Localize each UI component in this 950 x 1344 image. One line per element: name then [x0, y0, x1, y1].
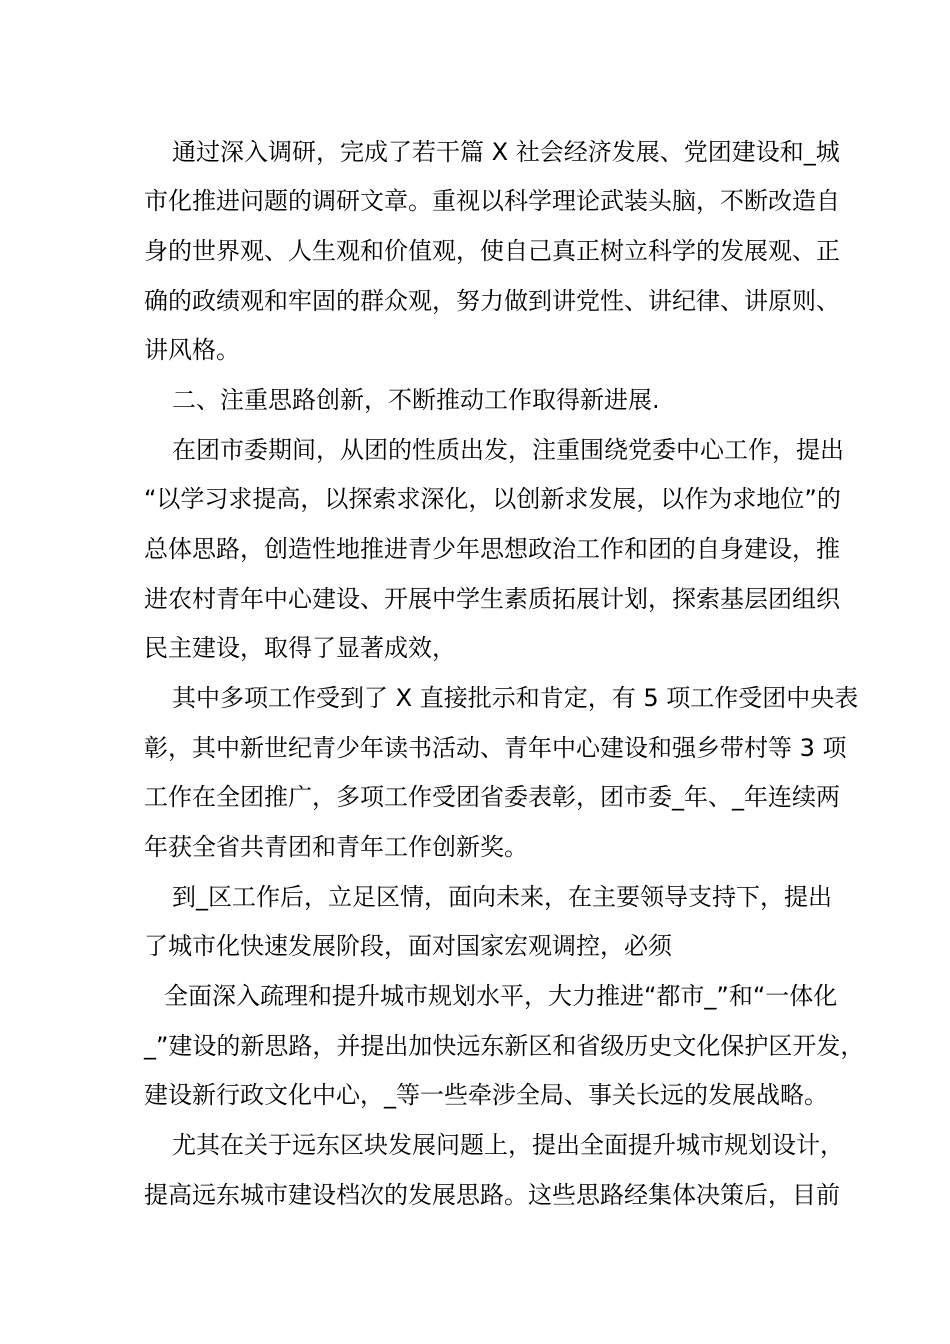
text-line-18: 全面深入疏理和提升城市规划水平，大力推进“都市_”和“一体化	[164, 982, 838, 1010]
text-line-14: 工作在全团推广，多项工作受团省委表彰，团市委_年、_年连续两	[144, 783, 840, 811]
text-line-15: 年获全省共青团和青年工作创新奖。	[144, 833, 528, 861]
text-line-10: 进农村青年中心建设、开展中学生素质拓展计划，探索基层团组织	[144, 585, 840, 613]
text-line-20: 建设新行政文化中心，_等一些牵涉全局、事关长远的发展战略。	[144, 1081, 828, 1109]
text-line-2: 市化推进问题的调研文章。重视以科学理论武装头脑，不断改造自	[144, 187, 840, 215]
text-line-1: 通过深入调研，完成了若干篇 X 社会经济发展、党团建设和_城	[172, 138, 840, 166]
text-line-5: 讲风格。	[144, 336, 240, 364]
text-line-13: 彰，其中新世纪青少年读书活动、青年中心建设和强乡带村等 3 项	[144, 734, 847, 762]
text-line-17: 了城市化快速发展阶段，面对国家宏观调控，必须	[144, 932, 672, 960]
text-line-3: 身的世界观、人生观和价值观，使自己真正树立科学的发展观、正	[144, 237, 840, 265]
text-line-4: 确的政绩观和牢固的群众观，努力做到讲党性、讲纪律、讲原则、	[144, 287, 840, 315]
text-line-16: 到_区工作后，立足区情，面向未来，在主要领导支持下，提出	[172, 883, 832, 911]
text-line-8: “以学习求提高，以探索求深化，以创新求发展，以作为求地位”的	[144, 485, 841, 513]
text-line-11: 民主建设，取得了显著成效，	[144, 634, 456, 662]
text-line-7: 在团市委期间，从团的性质出发，注重围绕党委中心工作，提出	[172, 436, 844, 464]
section-heading: 二、注重思路创新，不断推动工作取得新进展.	[172, 386, 660, 414]
text-line-21: 尤其在关于远东区块发展问题上，提出全面提升城市规划设计，	[172, 1131, 844, 1159]
text-line-9: 总体思路，创造性地推进青少年思想政治工作和团的自身建设，推	[144, 535, 840, 563]
text-line-22: 提高远东城市建设档次的发展思路。这些思路经集体决策后，目前	[144, 1181, 840, 1209]
text-line-19: _”建设的新思路，并提出加快远东新区和省级历史文化保护区开发，	[144, 1032, 865, 1060]
text-line-12: 其中多项工作受到了 X 直接批示和肯定，有 5 项工作受团中央表	[172, 684, 859, 712]
